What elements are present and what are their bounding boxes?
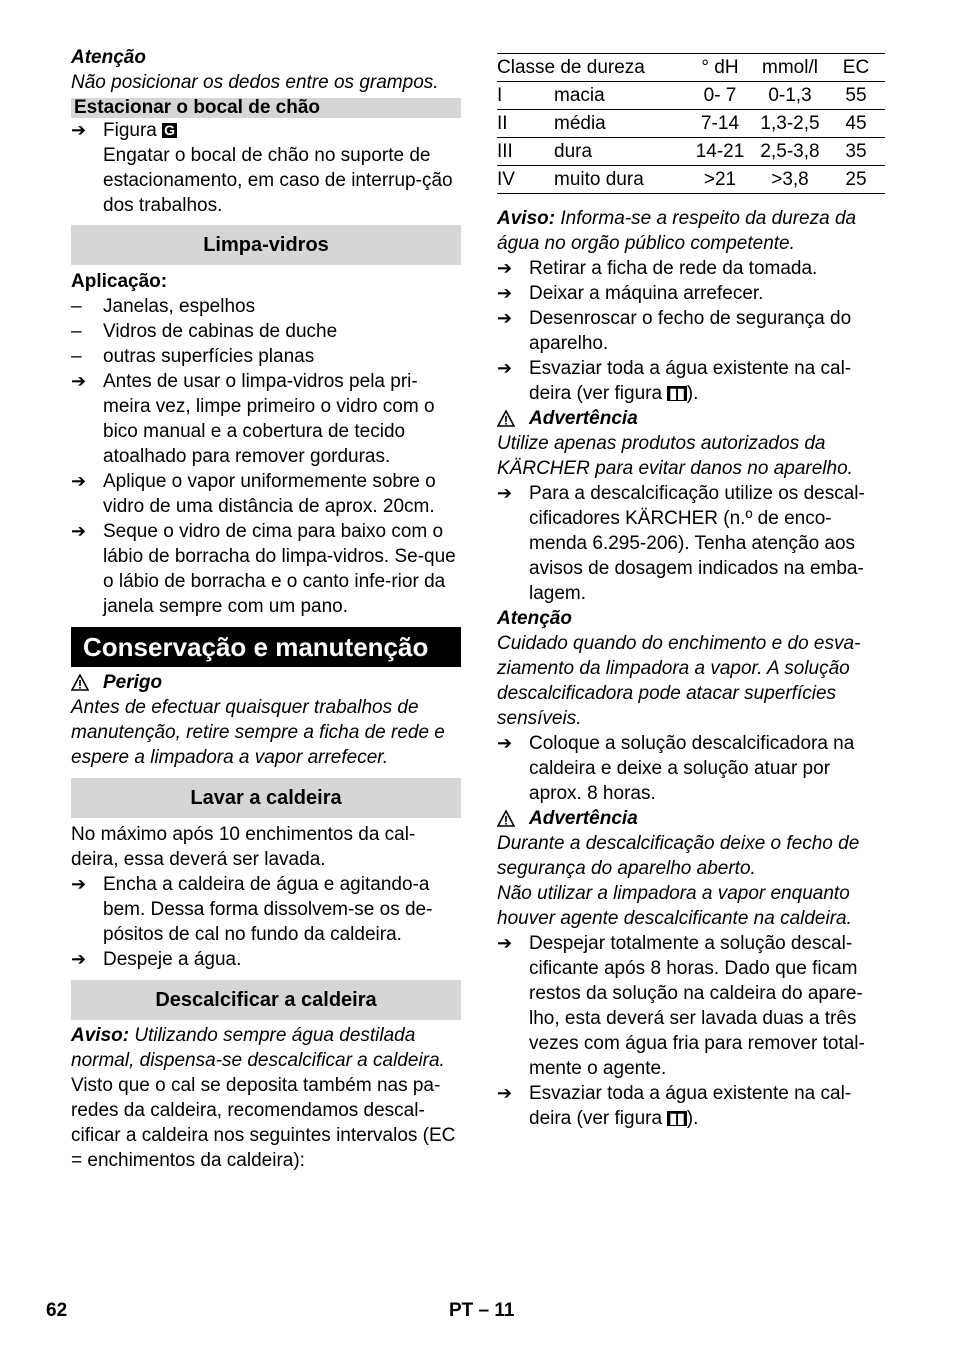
step-item: ➔ Encha a caldeira de água e agitando-a bem. Dessa forma dissolvem-se os de-pósitos de cal no fundo da caldeira. bbox=[71, 874, 433, 945]
advertencia2-text1: Durante a descalcificação deixe o fecho de segurança do aparelho aberto. bbox=[497, 833, 860, 879]
arrow-icon: ➔ bbox=[497, 733, 513, 753]
step-item: ➔ Deixar a máquina arrefecer. bbox=[497, 283, 764, 304]
figura-row bbox=[71, 118, 461, 143]
step-item: ➔ Esvaziar toda a água existente na cal-deira (ver figura ▮▮ ). bbox=[497, 1083, 852, 1129]
aviso-paragraph: Aviso: Utilizando sempre água destilada normal, dispensa-se descalcificar a caldeira. bbox=[71, 1025, 445, 1071]
section-label: PT – 11 bbox=[449, 1300, 515, 1321]
step-item: ➔ Despejar totalmente a solução descal-cificante após 8 horas. Dado que ficam restos da solução na caldeira do apare-lho, esta deverá ser lavada duas a três vezes com água fria para remover total-mente o agente. bbox=[497, 933, 865, 1079]
warning-triangle-icon bbox=[497, 810, 515, 827]
descalc-text: Visto que o cal se deposita também nas pa-redes da caldeira, recomendamos descal-cificar a caldeira nos seguintes intervalos (EC = enchimentos da caldeira): bbox=[71, 1075, 456, 1171]
step-item: ➔ Para a descalcificação utilize os descal-cificadores KÄRCHER (n.º de enco-menda 6.295-206). Tenha atenção aos avisos de dosagem indicados na emba-lagem. bbox=[497, 483, 865, 604]
list-item: – outras superfícies planas bbox=[71, 346, 315, 367]
step-item: ➔ Aplique o vapor uniformemente sobre o vidro de uma distância de aprox. 20cm. bbox=[71, 471, 436, 517]
descalc-heading: Descalcificar a caldeira bbox=[71, 980, 461, 1020]
step-item: ➔ Retirar a ficha de rede da tomada. bbox=[497, 258, 818, 279]
warning-triangle-icon bbox=[497, 410, 515, 427]
list-item: – Janelas, espelhos bbox=[71, 296, 256, 317]
aviso-paragraph-right: Aviso: Informa-se a respeito da dureza da água no orgão público competente. bbox=[497, 208, 857, 254]
arrow-icon: ➔ bbox=[71, 521, 87, 541]
perigo-text: Antes de efectuar quaisquer trabalhos de manutenção, retire sempre a ficha de rede e espere a limpadora a vapor arrefecer. bbox=[71, 697, 445, 768]
advertencia-text: Utilize apenas produtos autorizados da KÄRCHER para evitar danos no aparelho. bbox=[497, 433, 853, 479]
step-item: ➔ Esvaziar toda a água existente na cal-deira (ver figura ▮▮ ). bbox=[497, 358, 852, 404]
atencao-text-right: Cuidado quando do enchimento e do esva-ziamento da limpadora a vapor. A solução descalcificadora pode atacar superfícies sensíveis. bbox=[497, 633, 861, 729]
estacionar-text: Engatar o bocal de chão no suporte de estacionamento, em caso de interrup-ção dos trabalhos. bbox=[103, 145, 453, 216]
atencao-text: Não posicionar os dedos entre os grampos. bbox=[71, 72, 439, 93]
conservacao-heading: Conservação e manutenção bbox=[71, 627, 461, 667]
lavar-heading: Lavar a caldeira bbox=[71, 778, 461, 818]
limpa-vidros-heading: Limpa-vidros bbox=[71, 225, 461, 265]
step-item: ➔ Antes de usar o limpa-vidros pela pri-meira vez, limpe primeiro o vidro com o bico manual e a cobertura de tecido atoalhado para remover gorduras. bbox=[71, 371, 435, 467]
arrow-icon: ➔ bbox=[497, 1083, 513, 1103]
atencao-title: Atenção bbox=[71, 47, 146, 68]
warning-triangle-icon bbox=[71, 674, 89, 691]
list-item: – Vidros de cabinas de duche bbox=[71, 321, 338, 342]
arrow-icon: ➔ bbox=[71, 120, 87, 140]
arrow-icon: ➔ bbox=[497, 933, 513, 953]
arrow-icon: ➔ bbox=[497, 308, 513, 328]
table-row: I macia 0- 7 0-1,3 55 bbox=[497, 82, 885, 110]
arrow-icon: ➔ bbox=[71, 874, 87, 894]
advertencia2-title-row: Advertência bbox=[497, 806, 885, 831]
lavar-text: No máximo após 10 enchimentos da cal-deira, essa deverá ser lavada. bbox=[71, 824, 416, 870]
arrow-icon: ➔ bbox=[497, 483, 513, 503]
perigo-title-row bbox=[71, 670, 461, 695]
arrow-icon: ➔ bbox=[497, 358, 513, 378]
table-row: IV muito dura >21 >3,8 25 bbox=[497, 166, 885, 194]
perigo-title: Perigo bbox=[103, 672, 163, 693]
page-number: 62 bbox=[46, 1300, 68, 1321]
table-row: III dura 14-21 2,5-3,8 35 bbox=[497, 138, 885, 166]
arrow-icon: ➔ bbox=[71, 949, 87, 969]
right-column bbox=[497, 53, 885, 1131]
step-item: ➔ Desenroscar o fecho de segurança do aparelho. bbox=[497, 308, 852, 354]
step-item: ➔ Seque o vidro de cima para baixo com o lábio de borracha do limpa-vidros. Se-que o lábio de borracha e o canto infe-rior da janela sempre com um pano. bbox=[71, 521, 456, 617]
advertencia2-text2: Não utilizar a limpadora a vapor enquanto houver agente descalcificante na caldeira. bbox=[497, 883, 852, 929]
aplicacao-label: Aplicação: bbox=[71, 271, 168, 292]
step-item: ➔ Coloque a solução descalcificadora na caldeira e deixe a solução atuar por aprox. 8 horas. bbox=[497, 733, 855, 804]
figure-ref-icon: ▮▮ bbox=[669, 385, 685, 401]
atencao-title-right: Atenção bbox=[497, 608, 572, 629]
arrow-icon: ➔ bbox=[497, 258, 513, 278]
hardness-table bbox=[497, 53, 885, 194]
advertencia-title-row: Advertência bbox=[497, 406, 885, 431]
figure-ref-icon: ▮▮ bbox=[669, 1110, 685, 1126]
table-header-row: Classe de dureza ° dH mmol/l EC bbox=[497, 54, 885, 82]
figura-letter-icon: G bbox=[164, 122, 176, 138]
left-column bbox=[71, 45, 461, 1173]
estacionar-heading: Estacionar o bocal de chão bbox=[71, 98, 461, 118]
arrow-icon: ➔ bbox=[71, 471, 87, 491]
arrow-icon: ➔ bbox=[497, 283, 513, 303]
arrow-icon: ➔ bbox=[71, 371, 87, 391]
table-row: II média 7-14 1,3-2,5 45 bbox=[497, 110, 885, 138]
figura-label: Figura bbox=[103, 120, 157, 141]
step-item: ➔ Despeje a água. bbox=[71, 949, 242, 970]
